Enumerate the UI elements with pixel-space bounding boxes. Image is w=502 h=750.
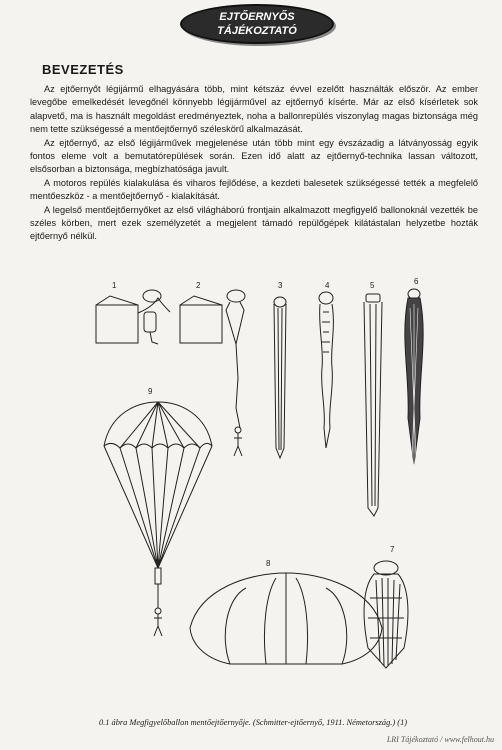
paragraph: Az ejtőernyőt légijármű elhagyására több, mint kétszáz évvel ezelőtt használták először. Az ember levegőbe emelkedését levegőnél könnyebb légijárművel az ejtőernyő kísérte. Már az első kísérletek sok alapvető, ma is használt megoldást eredményeztek, noha a ballonrepülés viszonylag magas biztonsága még nem tette szükségessé a mentőejtőernyő széleskörű alkalmazását. [30, 84, 478, 135]
figure-label-6: 6 [414, 277, 419, 286]
figure-9-drawing [104, 402, 212, 636]
body-text [30, 83, 478, 244]
parachute-figure [40, 268, 472, 708]
paragraph: A motoros repülés kialakulása és viharos fejlődése, a kezdeti balesetek szükségessé tették a megfelelő mentőeszköz - a mentőejtőernyő - kialakítását. [30, 177, 478, 202]
figure-label-9: 9 [148, 387, 153, 396]
figure-label-1: 1 [112, 281, 117, 290]
figure-8-drawing [190, 573, 382, 664]
figure-label-4: 4 [325, 281, 330, 290]
figure-label-5: 5 [370, 281, 375, 290]
figure-2-drawing [180, 290, 245, 456]
figure-label-7: 7 [390, 545, 395, 554]
figure-caption: 0.1 ábra Megfigyelőballon mentőejtőernyője. (Schmitter-ejtőernyő, 1911. Németország.) (1) [98, 718, 408, 727]
header-badge-line1: EJTŐERNYŐS [219, 11, 295, 23]
figure-1-drawing [96, 290, 170, 344]
figure-3-drawing [274, 297, 286, 458]
figure-label-2: 2 [196, 281, 201, 290]
paragraph: Az ejtőernyő, az első légijárművek megjelenése után több mint egy évszázadig a látványosság egyik fontos eleme volt a bemutatórepülések során. Ezen idő alatt az ejtőernyő-technika lassan változott, elsősorban a biztonsága, megbízhatósága javult. [30, 137, 478, 175]
header-badge [180, 4, 334, 44]
figure-7-drawing [364, 561, 408, 668]
header-badge-line2: TÁJÉKOZTATÓ [217, 25, 297, 37]
figure-6-drawing [405, 289, 423, 464]
footer-credit: LRI Tájékoztató / www.felhout.hu [386, 735, 494, 744]
section-title: BEVEZETÉS [42, 62, 124, 77]
paragraph: A legelső mentőejtőernyőket az első világháború frontjain alkalmazott megfigyelő ballonoknál vezették be széles körben, mert ezek személyzetét a megjelent támadó repülőgépek kilátástalan helyzetbe hozták ejtőernyő nélkül. [30, 204, 478, 242]
figure-5-drawing [364, 294, 382, 516]
figure-label-8: 8 [266, 559, 271, 568]
figure-4-drawing [319, 292, 333, 448]
figure-label-3: 3 [278, 281, 283, 290]
